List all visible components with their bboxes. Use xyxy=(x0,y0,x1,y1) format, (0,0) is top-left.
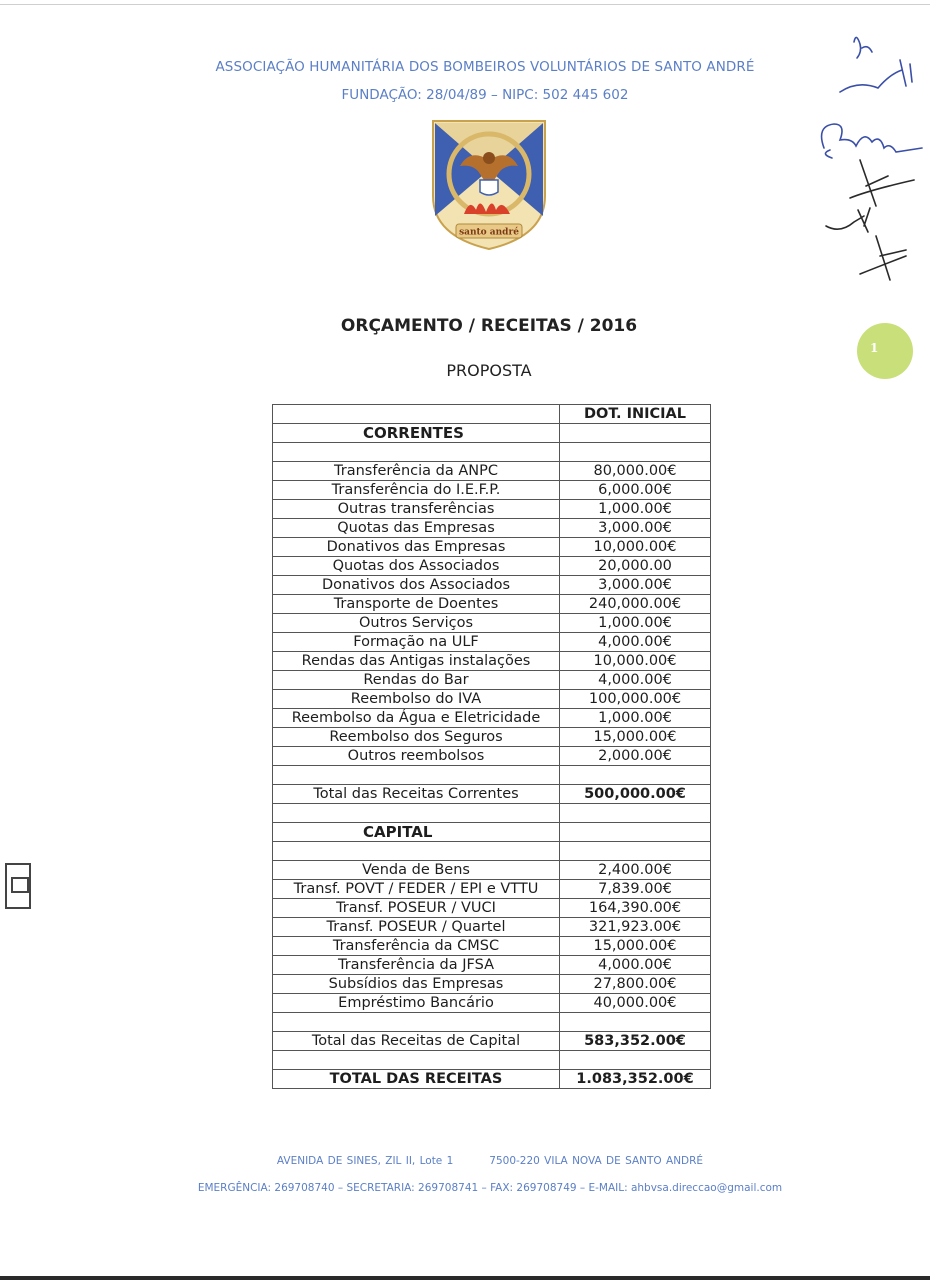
table-row xyxy=(273,633,711,652)
row-label: Empréstimo Bancário xyxy=(273,994,560,1013)
crest-banner-text: santo andré xyxy=(459,227,519,238)
table-cell xyxy=(273,1051,560,1070)
row-label: Transferência do I.E.F.P. xyxy=(273,481,560,500)
row-label: Transferência da JFSA xyxy=(273,956,560,975)
table-row xyxy=(273,462,711,481)
table-row xyxy=(273,899,711,918)
row-value: 2,000.00€ xyxy=(560,747,711,766)
table-header-row xyxy=(273,405,711,424)
table-cell xyxy=(560,1051,711,1070)
column-header: DOT. INICIAL xyxy=(560,405,711,424)
table-cell xyxy=(560,804,711,823)
spacer-row xyxy=(273,804,711,823)
row-label: Reembolso dos Seguros xyxy=(273,728,560,747)
section-row xyxy=(273,424,711,443)
row-label: Transf. POVT / FEDER / EPI e VTTU xyxy=(273,880,560,899)
row-value: 3,000.00€ xyxy=(560,576,711,595)
spacer-row xyxy=(273,842,711,861)
row-value: 3,000.00€ xyxy=(560,519,711,538)
table-cell xyxy=(560,443,711,462)
table-row xyxy=(273,690,711,709)
row-value: 15,000.00€ xyxy=(560,937,711,956)
row-value: 27,800.00€ xyxy=(560,975,711,994)
document-title: ORÇAMENTO / RECEITAS / 2016 xyxy=(340,316,638,336)
spacer-row xyxy=(273,766,711,785)
spacer-row xyxy=(273,1013,711,1032)
table-row xyxy=(273,728,711,747)
table-cell xyxy=(273,804,560,823)
row-value: 164,390.00€ xyxy=(560,899,711,918)
row-value: 20,000.00 xyxy=(560,557,711,576)
spacer-row xyxy=(273,443,711,462)
subtotal-value: 500,000.00€ xyxy=(560,785,711,804)
row-value: 10,000.00€ xyxy=(560,652,711,671)
row-label: Quotas das Empresas xyxy=(273,519,560,538)
row-label: Reembolso do IVA xyxy=(273,690,560,709)
row-label: Transferência da CMSC xyxy=(273,937,560,956)
footer-address-line xyxy=(140,1155,840,1167)
spacer-row xyxy=(273,1051,711,1070)
table-row xyxy=(273,500,711,519)
table-cell xyxy=(273,405,560,424)
handwritten-signatures-icon xyxy=(810,30,928,290)
table-row xyxy=(273,861,711,880)
scan-top-edge xyxy=(0,4,930,5)
row-value: 2,400.00€ xyxy=(560,861,711,880)
revenue-budget-table xyxy=(272,404,711,1089)
row-label: Transferência da ANPC xyxy=(273,462,560,481)
row-label: Outras transferências xyxy=(273,500,560,519)
footer-postal: 7500-220 VILA NOVA DE SANTO ANDRÉ xyxy=(489,1155,704,1167)
row-value: 1,000.00€ xyxy=(560,614,711,633)
binder-clip-icon xyxy=(4,862,32,910)
table-row xyxy=(273,956,711,975)
row-label: Donativos dos Associados xyxy=(273,576,560,595)
section-row xyxy=(273,823,711,842)
document-subtitle: PROPOSTA xyxy=(446,361,532,380)
grand-total-label: TOTAL DAS RECEITAS xyxy=(273,1070,560,1089)
row-value: 4,000.00€ xyxy=(560,956,711,975)
row-value: 4,000.00€ xyxy=(560,671,711,690)
grand-total-row xyxy=(273,1070,711,1089)
row-value: 80,000.00€ xyxy=(560,462,711,481)
subtotal-row xyxy=(273,1032,711,1051)
row-label: Subsídios das Empresas xyxy=(273,975,560,994)
table-row xyxy=(273,975,711,994)
row-label: Transf. POSEUR / Quartel xyxy=(273,918,560,937)
table-row xyxy=(273,994,711,1013)
subtotal-label: Total das Receitas de Capital xyxy=(273,1032,560,1051)
grand-total-value: 1.083,352.00€ xyxy=(560,1070,711,1089)
row-label: Formação na ULF xyxy=(273,633,560,652)
scan-bottom-edge xyxy=(0,1276,930,1280)
footer-address: AVENIDA DE SINES, ZIL II, Lote 1 xyxy=(276,1155,454,1167)
row-label: Transf. POSEUR / VUCI xyxy=(273,899,560,918)
row-label: Outros reembolsos xyxy=(273,747,560,766)
row-label: Reembolso da Água e Eletricidade xyxy=(273,709,560,728)
table-cell xyxy=(560,842,711,861)
table-row xyxy=(273,709,711,728)
row-value: 1,000.00€ xyxy=(560,709,711,728)
page-number: 1 xyxy=(870,341,879,355)
row-label: Quotas dos Associados xyxy=(273,557,560,576)
footer-contacts: EMERGÊNCIA: 269708740 – SECRETARIA: 269708741 – FAX: 269708749 – E-MAIL: ahbvsa.direccao@gmail.com xyxy=(197,1182,783,1194)
row-value: 7,839.00€ xyxy=(560,880,711,899)
row-value: 10,000.00€ xyxy=(560,538,711,557)
organization-name: ASSOCIAÇÃO HUMANITÁRIA DOS BOMBEIROS VOLUNTÁRIOS DE SANTO ANDRÉ xyxy=(215,59,755,75)
section-heading-correntes: CORRENTES xyxy=(273,424,560,443)
page-number-badge xyxy=(857,323,913,379)
table-row xyxy=(273,747,711,766)
table-cell xyxy=(273,1013,560,1032)
row-label: Rendas das Antigas instalações xyxy=(273,652,560,671)
table-row xyxy=(273,671,711,690)
table-cell xyxy=(560,1013,711,1032)
table-row xyxy=(273,538,711,557)
table-cell xyxy=(273,842,560,861)
row-label: Venda de Bens xyxy=(273,861,560,880)
table-cell xyxy=(560,823,711,842)
organization-registration: FUNDAÇÃO: 28/04/89 – NIPC: 502 445 602 xyxy=(341,87,629,103)
table-row xyxy=(273,519,711,538)
subtotal-row xyxy=(273,785,711,804)
table-cell xyxy=(560,424,711,443)
row-label: Transporte de Doentes xyxy=(273,595,560,614)
table-cell xyxy=(273,443,560,462)
table-row xyxy=(273,481,711,500)
row-label: Rendas do Bar xyxy=(273,671,560,690)
table-row xyxy=(273,595,711,614)
row-value: 240,000.00€ xyxy=(560,595,711,614)
row-value: 15,000.00€ xyxy=(560,728,711,747)
row-value: 1,000.00€ xyxy=(560,500,711,519)
table-row xyxy=(273,652,711,671)
fire-brigade-crest-icon xyxy=(430,118,548,252)
table-row xyxy=(273,576,711,595)
row-value: 321,923.00€ xyxy=(560,918,711,937)
subtotal-value: 583,352.00€ xyxy=(560,1032,711,1051)
row-value: 4,000.00€ xyxy=(560,633,711,652)
row-label: Outros Serviços xyxy=(273,614,560,633)
row-value: 100,000.00€ xyxy=(560,690,711,709)
row-label: Donativos das Empresas xyxy=(273,538,560,557)
table-row xyxy=(273,614,711,633)
table-row xyxy=(273,557,711,576)
row-value: 40,000.00€ xyxy=(560,994,711,1013)
table-row xyxy=(273,880,711,899)
table-cell xyxy=(273,766,560,785)
table-row xyxy=(273,918,711,937)
table-cell xyxy=(560,766,711,785)
row-value: 6,000.00€ xyxy=(560,481,711,500)
section-heading-capital: CAPITAL xyxy=(273,823,560,842)
subtotal-label: Total das Receitas Correntes xyxy=(273,785,560,804)
table-row xyxy=(273,937,711,956)
